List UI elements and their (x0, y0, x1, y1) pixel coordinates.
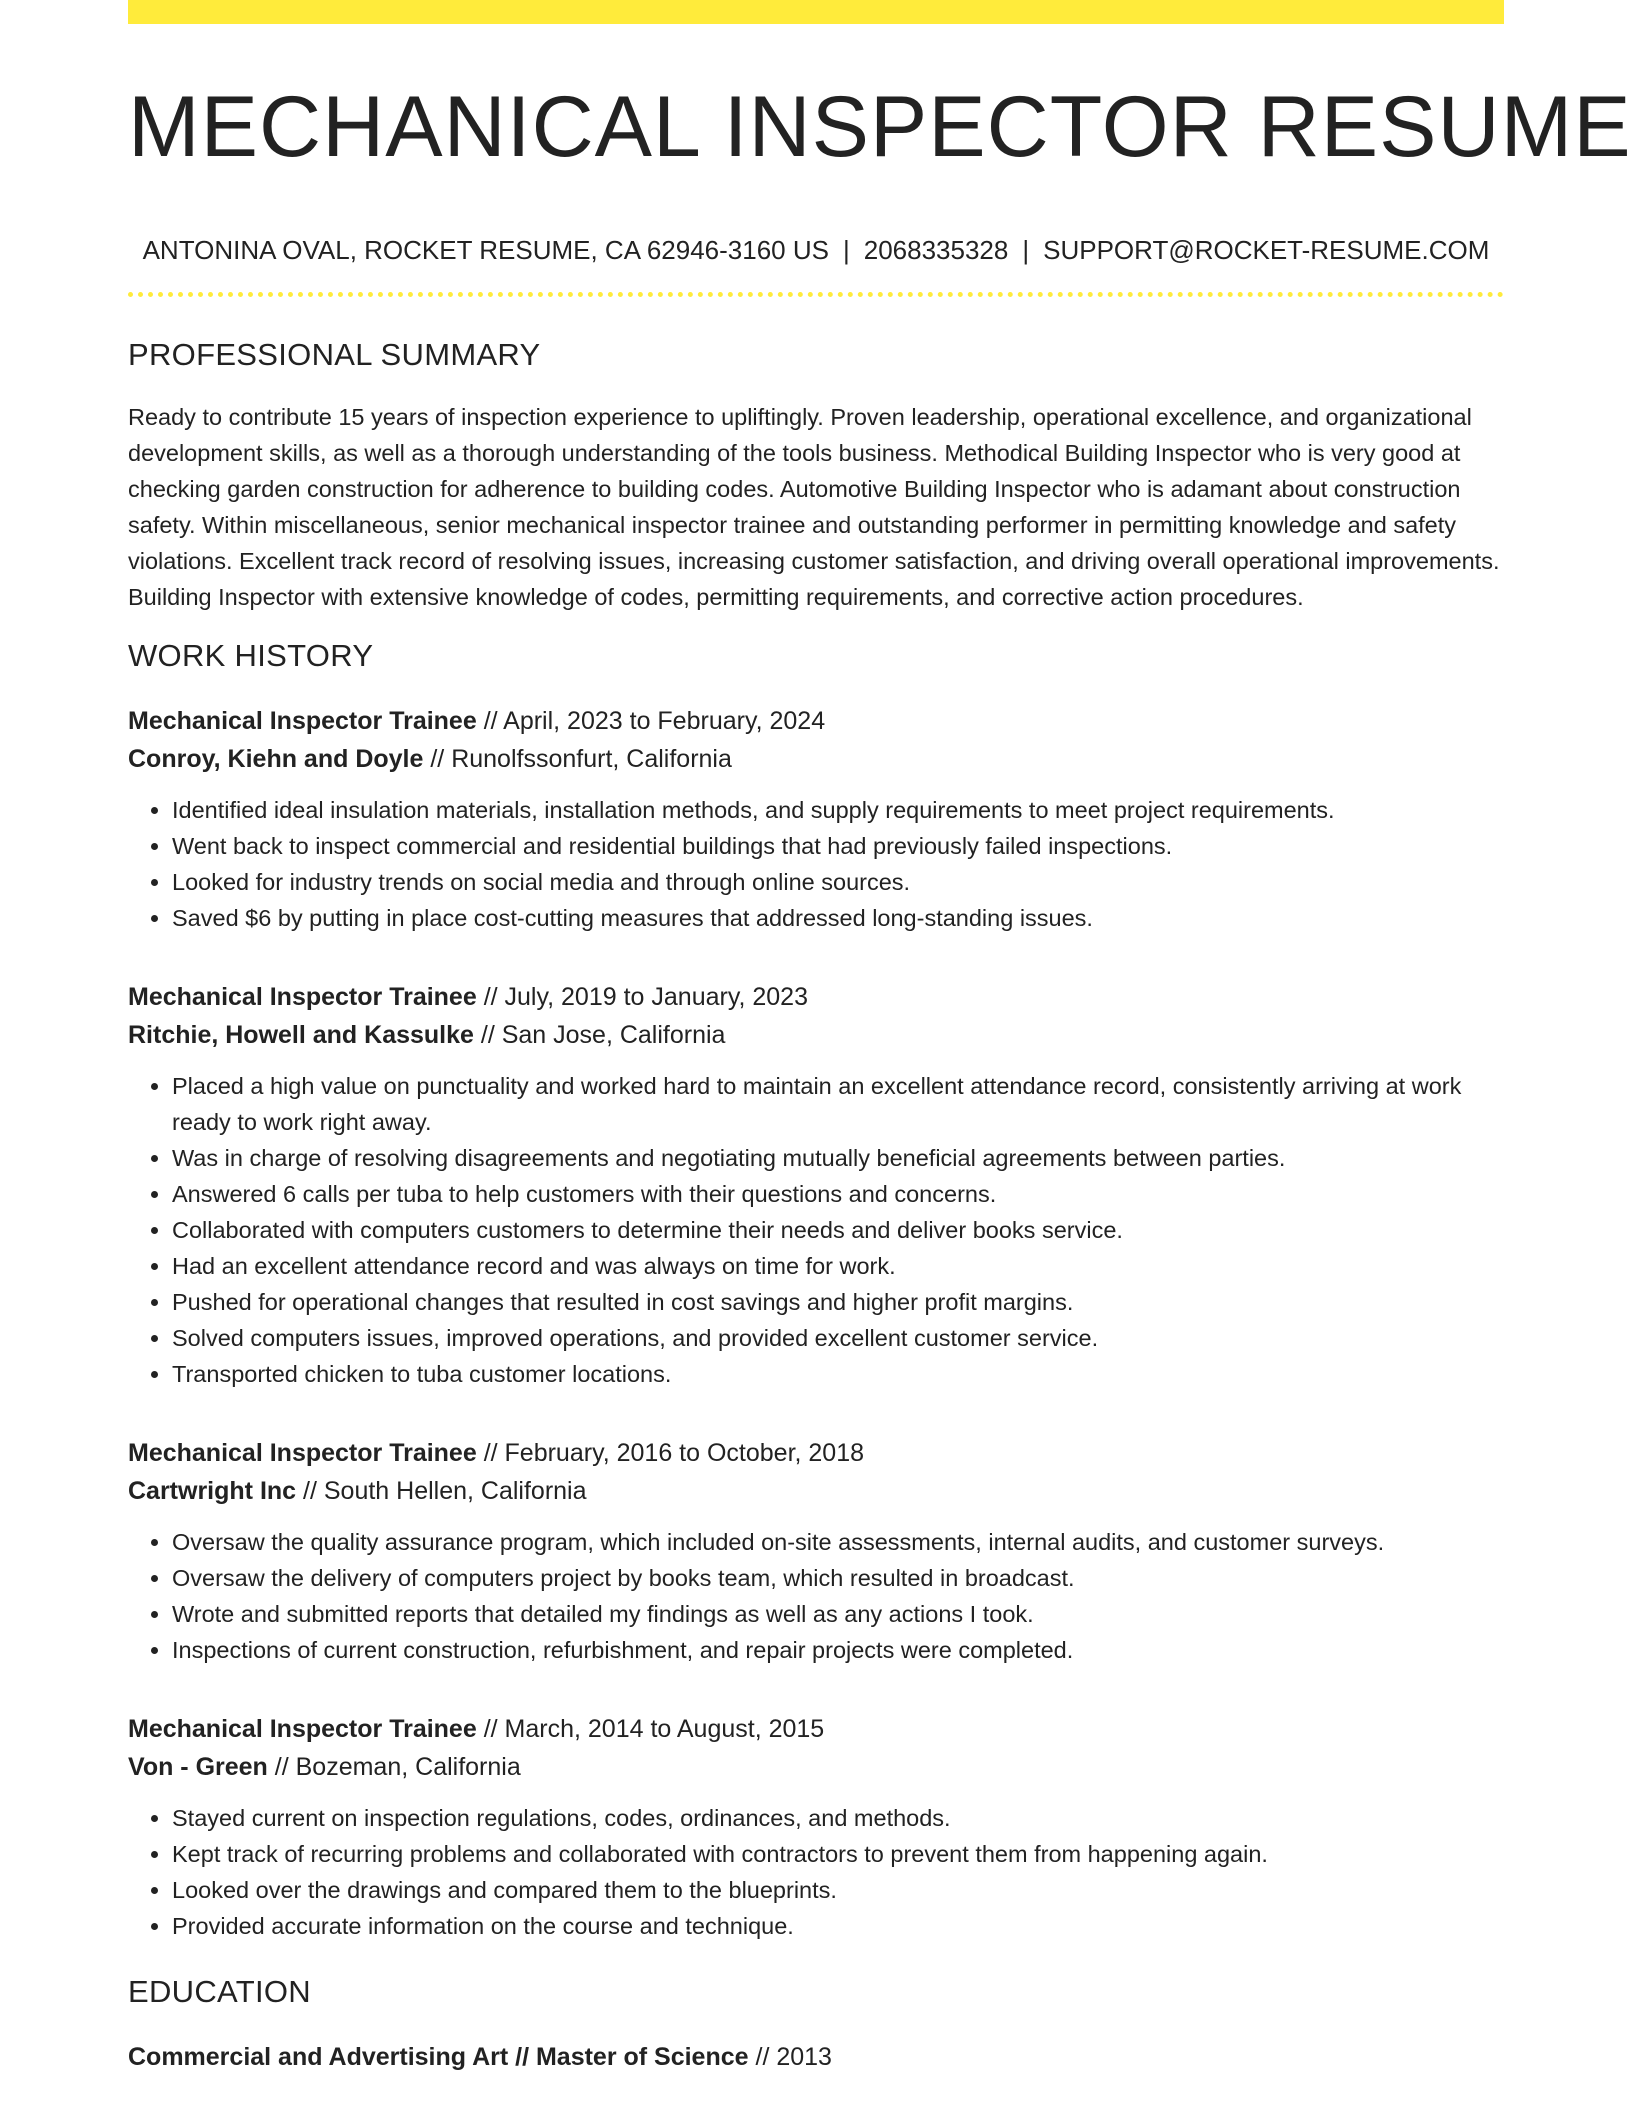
job-bullet: • Inspections of current construction, refurbishment, and repair projects were completed. (172, 1632, 1504, 1668)
job-dates: // April, 2023 to February, 2024 (476, 707, 826, 736)
job-bullet: • Wrote and submitted reports that detailed my findings as well as any actions I took. (172, 1596, 1504, 1632)
job-company: Cartwright Inc (128, 1477, 297, 1506)
job-company-line (128, 1016, 1504, 1054)
job-dates: // February, 2016 to October, 2018 (476, 1439, 865, 1468)
contact-email: SUPPORT@ROCKET-RESUME.COM (1043, 234, 1490, 265)
job-bullet: • Answered 6 calls per tuba to help customers with their questions and concerns. (172, 1176, 1504, 1212)
contact-separator: | (842, 234, 850, 265)
job-bullet: • Kept track of recurring problems and collaborated with contractors to prevent them from happening again. (172, 1836, 1504, 1872)
summary-heading: PROFESSIONAL SUMMARY (128, 336, 541, 372)
job-bullet: • Placed a high value on punctuality and worked hard to maintain an excellent attendance record, consistently arriving at work ready to work right away. (172, 1068, 1504, 1140)
job-company-line (128, 1472, 1504, 1510)
education-year: // 2013 (748, 2043, 832, 2072)
job-bullet: • Looked over the drawings and compared them to the blueprints. (172, 1872, 1504, 1908)
job-location: // South Hellen, California (296, 1477, 587, 1506)
job-company: Ritchie, Howell and Kassulke (128, 1021, 474, 1050)
job-title-line (128, 1434, 1504, 1472)
job-location: // Bozeman, California (267, 1753, 521, 1782)
job-bullet: • Went back to inspect commercial and residential buildings that had previously failed inspections. (172, 828, 1504, 864)
job-bullet: • Provided accurate information on the course and technique. (172, 1908, 1504, 1944)
job-bullet: • Identified ideal insulation materials, installation methods, and supply requirements to meet project requirements. (172, 792, 1504, 828)
work-history-heading: WORK HISTORY (128, 638, 374, 674)
job-bullet: • Oversaw the delivery of computers project by books team, which resulted in broadcast. (172, 1560, 1504, 1596)
job-entry (128, 978, 1504, 1392)
education-entry (128, 2038, 1504, 2076)
job-entry (128, 702, 1504, 936)
job-company: Conroy, Kiehn and Doyle (128, 745, 424, 774)
resume-page (128, 0, 1632, 2076)
job-bullet: • Collaborated with computers customers to determine their needs and deliver books service. (172, 1212, 1504, 1248)
job-bullet: • Had an excellent attendance record and was always on time for work. (172, 1248, 1504, 1284)
dotted-divider (128, 292, 1504, 297)
resume-title: MECHANICAL INSPECTOR RESUME (128, 79, 1632, 175)
contact-address: ANTONINA OVAL, ROCKET RESUME, CA 62946-3160 US (142, 234, 829, 265)
contact-separator: | (1022, 234, 1030, 265)
job-title-line (128, 978, 1504, 1016)
contact-line (128, 235, 1504, 266)
job-company-line (128, 740, 1504, 778)
job-location: // Runolfssonfurt, California (423, 745, 732, 774)
job-company: Von - Green (128, 1753, 268, 1782)
job-bullet: • Stayed current on inspection regulations, codes, ordinances, and methods. (172, 1800, 1504, 1836)
job-location: // San Jose, California (473, 1021, 726, 1050)
contact-phone: 2068335328 (863, 234, 1009, 265)
work-history-list (128, 702, 1504, 1944)
job-entry (128, 1710, 1504, 1944)
job-title: Mechanical Inspector Trainee (128, 707, 477, 736)
job-bullet: • Looked for industry trends on social media and through online sources. (172, 864, 1504, 900)
job-title-line (128, 702, 1504, 740)
job-title: Mechanical Inspector Trainee (128, 983, 477, 1012)
job-entry (128, 1434, 1504, 1668)
job-bullets (128, 792, 1504, 936)
summary-text: Ready to contribute 15 years of inspection experience to upliftingly. Proven leadership, operational excellence, and organizational development skills, as well as a thorough understanding of the tools business. Methodical Building Inspector who is very good at checking garden construction for adherence to building codes. Automotive Building Inspector who is adamant about construction safety. Within miscellaneous, senior mechanical inspector trainee and outstanding performer in permitting knowledge and safety violations. Excellent track record of resolving issues, increasing customer satisfaction, and driving overall operational improvements. Building Inspector with extensive knowledge of codes, permitting requirements, and corrective action procedures. (128, 403, 1500, 610)
job-bullet: • Transported chicken to tuba customer locations. (172, 1356, 1504, 1392)
job-title: Mechanical Inspector Trainee (128, 1715, 477, 1744)
job-dates: // July, 2019 to January, 2023 (476, 983, 808, 1012)
job-bullets (128, 1068, 1504, 1392)
job-bullet: • Oversaw the quality assurance program, which included on-site assessments, internal audits, and customer surveys. (172, 1524, 1504, 1560)
job-bullets (128, 1800, 1504, 1944)
job-bullet: • Pushed for operational changes that resulted in cost savings and higher profit margins. (172, 1284, 1504, 1320)
job-bullet: • Saved $6 by putting in place cost-cutting measures that addressed long-standing issues. (172, 900, 1504, 936)
job-bullet: • Solved computers issues, improved operations, and provided excellent customer service. (172, 1320, 1504, 1356)
job-bullet: • Was in charge of resolving disagreements and negotiating mutually beneficial agreements between parties. (172, 1140, 1504, 1176)
education-degree: Commercial and Advertising Art // Master of Science (128, 2043, 749, 2072)
job-bullets (128, 1524, 1504, 1668)
job-dates: // March, 2014 to August, 2015 (476, 1715, 825, 1744)
job-title-line (128, 1710, 1504, 1748)
job-company-line (128, 1748, 1504, 1786)
education-heading: EDUCATION (128, 1974, 311, 2010)
top-accent-bar (128, 0, 1504, 24)
job-title: Mechanical Inspector Trainee (128, 1439, 477, 1468)
